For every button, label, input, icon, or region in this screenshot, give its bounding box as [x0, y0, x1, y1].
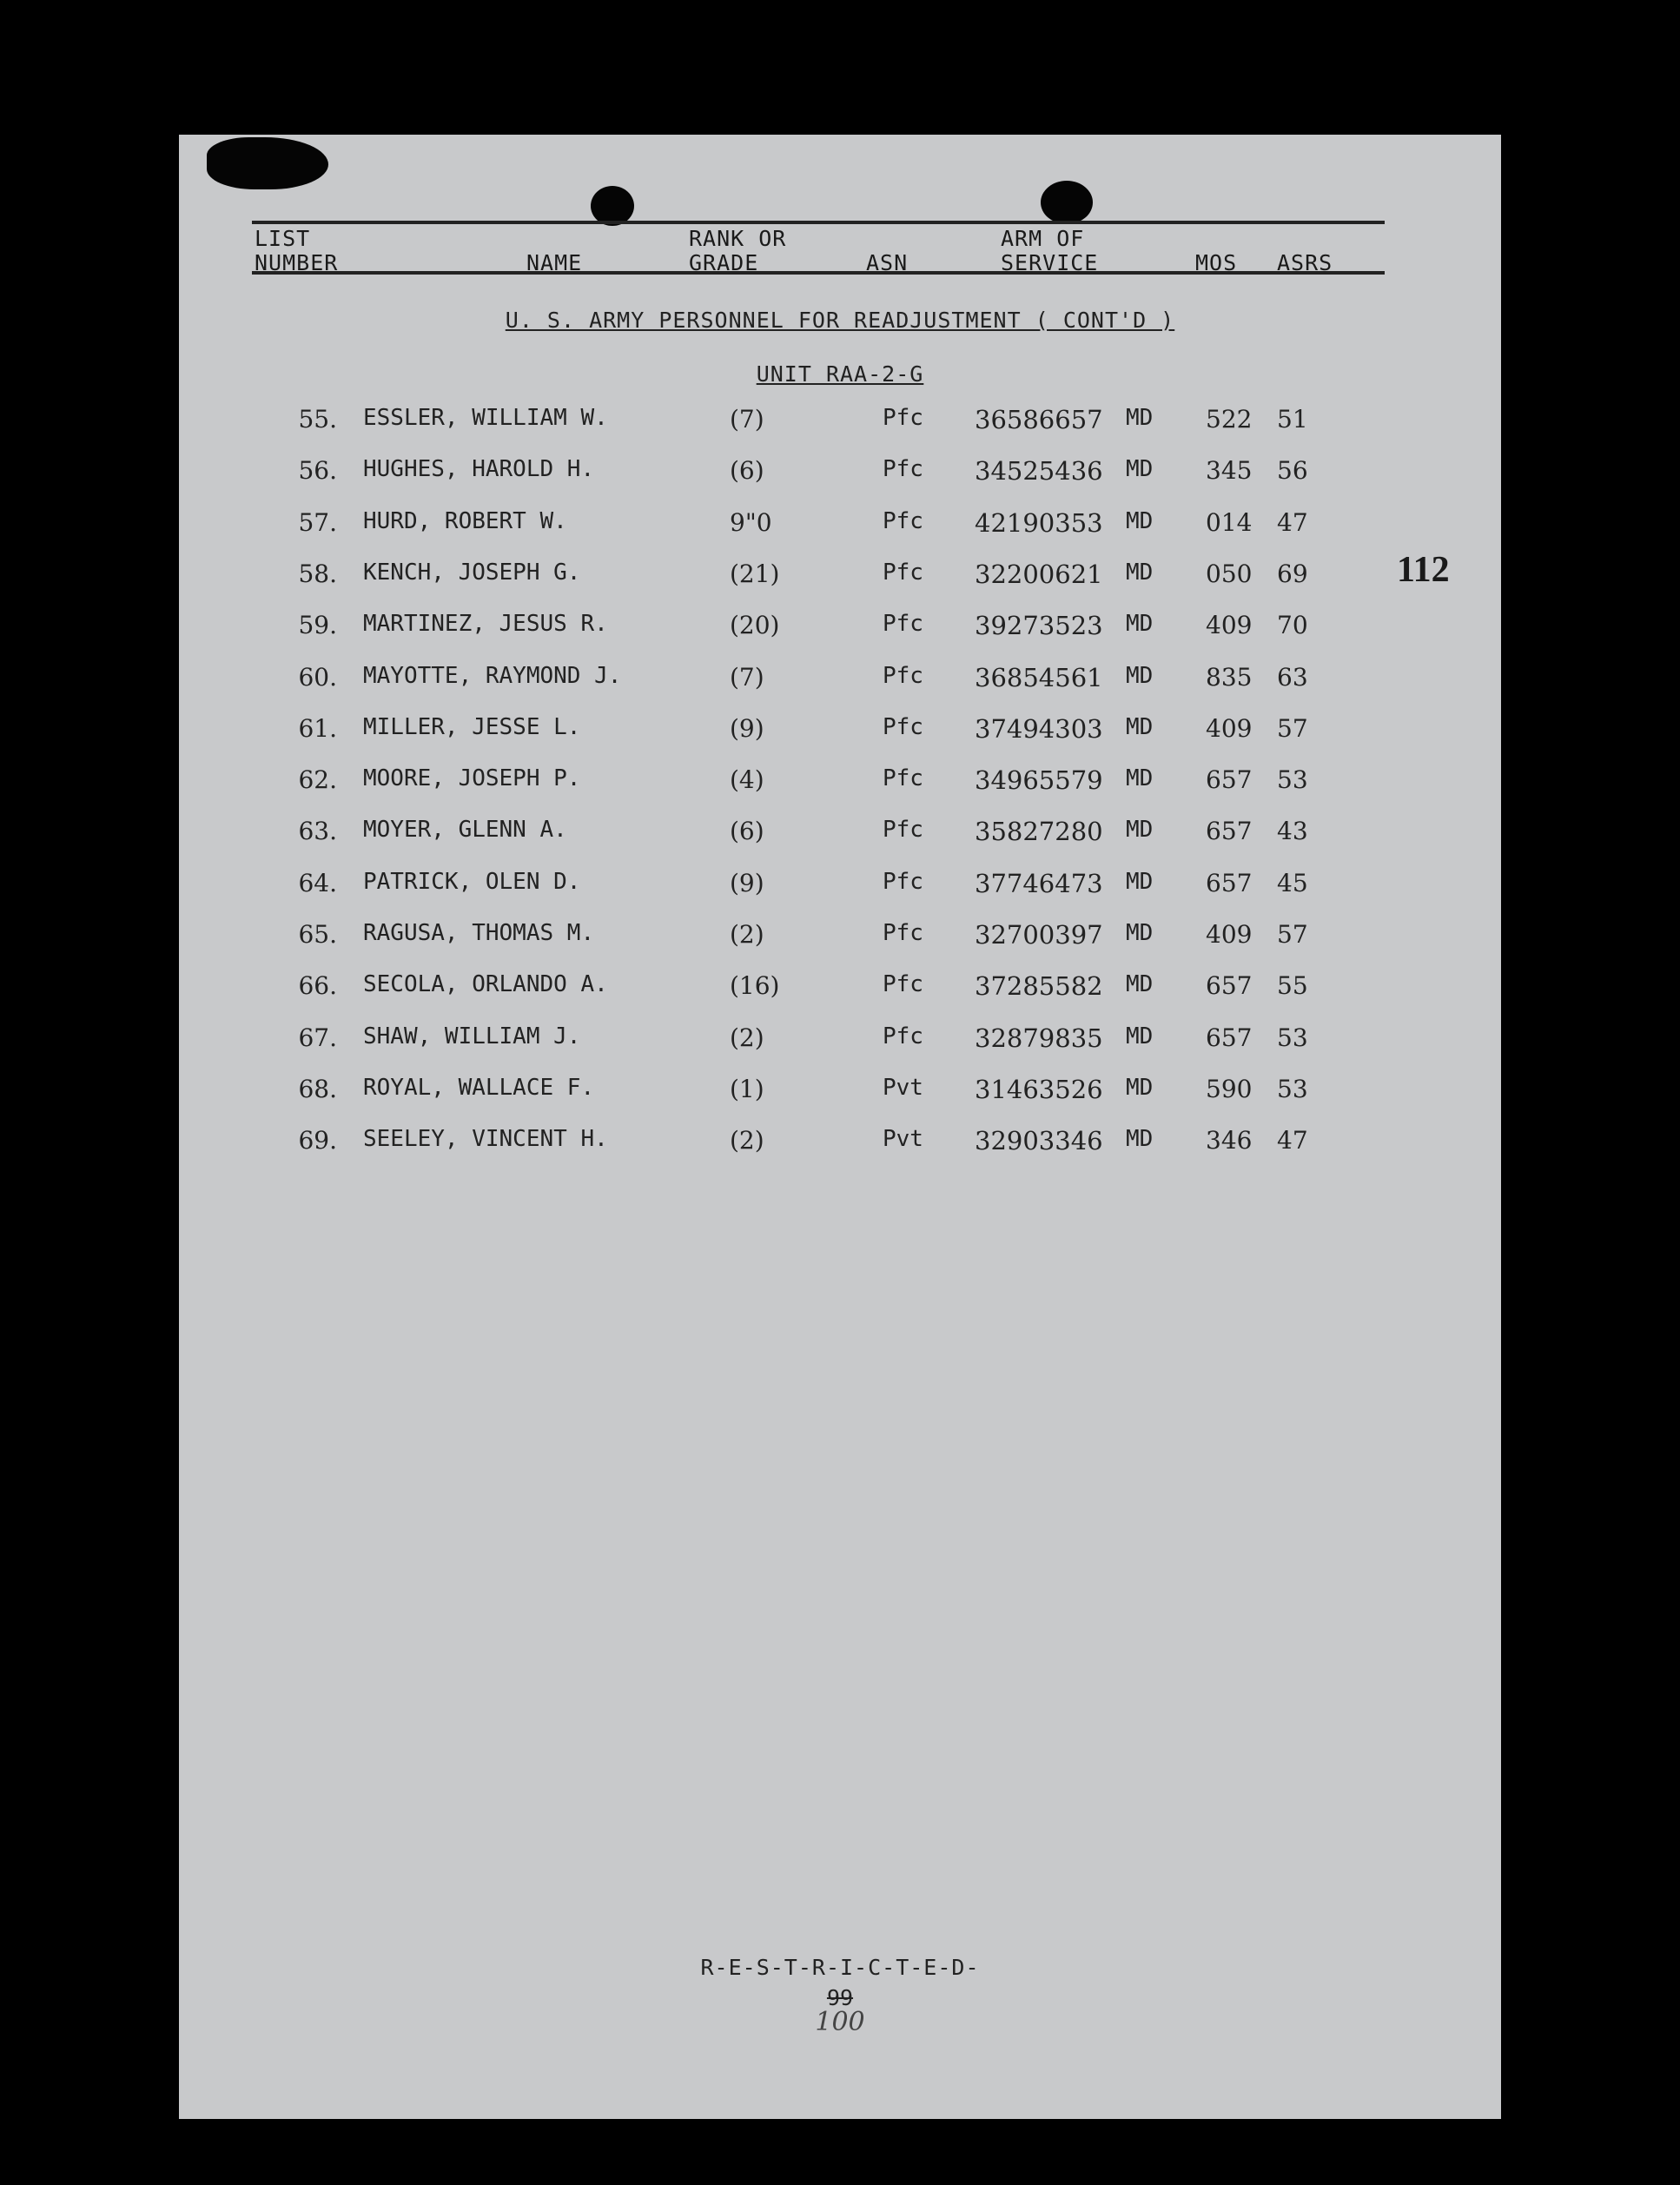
row-rank: Pfc [883, 559, 923, 586]
header-mos-label: MOS [1195, 250, 1238, 275]
row-number: 65. [298, 920, 337, 949]
page-title: U. S. ARMY PERSONNEL FOR READJUSTMENT ( CONT'D ) [505, 308, 1175, 333]
row-asrs: 55 [1277, 971, 1308, 1001]
row-rank: Pfc [883, 1023, 923, 1049]
punch-hole-right [1041, 181, 1093, 224]
row-number: 69. [298, 1126, 337, 1155]
header-top-rule [252, 221, 1385, 224]
row-number: 59. [298, 611, 337, 640]
header-grade-label: GRADE [689, 250, 759, 275]
row-arm-of-service: MD [1126, 765, 1154, 792]
header-list-label: LIST [255, 226, 311, 251]
list-item [0, 765, 1680, 809]
row-arm-of-service: MD [1126, 920, 1154, 946]
row-asn: 37285582 [975, 971, 1103, 1002]
row-arm-of-service: MD [1126, 1074, 1154, 1101]
header-service-label: SERVICE [1001, 250, 1099, 275]
row-rank: Pfc [883, 713, 923, 740]
row-asn: 34965579 [975, 765, 1103, 796]
row-asn: 39273523 [975, 611, 1103, 641]
row-number: 55. [298, 405, 337, 434]
row-name: MARTINEZ, JESUS R. [363, 611, 608, 638]
row-asrs: 53 [1277, 1023, 1308, 1052]
row-mos: 835 [1206, 662, 1253, 692]
row-rank: Pvt [883, 1126, 923, 1153]
row-name: SEELEY, VINCENT H. [363, 1126, 608, 1153]
row-rank: Pfc [883, 405, 923, 431]
row-grade: 9"0 [730, 507, 772, 537]
row-asrs: 47 [1277, 507, 1308, 537]
row-grade: (2) [730, 1023, 764, 1052]
row-rank: Pfc [883, 456, 923, 483]
row-mos: 522 [1206, 405, 1253, 434]
row-grade: (6) [730, 817, 764, 846]
row-number: 66. [298, 971, 337, 1001]
row-number: 62. [298, 765, 337, 795]
row-grade: (6) [730, 456, 764, 486]
row-mos: 409 [1206, 713, 1253, 743]
row-arm-of-service: MD [1126, 405, 1154, 431]
row-rank: Pvt [883, 1074, 923, 1101]
row-name: KENCH, JOSEPH G. [363, 559, 581, 586]
header-name-label: NAME [526, 250, 583, 275]
row-mos: 014 [1206, 507, 1253, 537]
row-grade: (2) [730, 920, 764, 949]
row-rank: Pfc [883, 920, 923, 946]
row-name: MOYER, GLENN A. [363, 817, 567, 844]
row-name: RAGUSA, THOMAS M. [363, 920, 595, 946]
row-arm-of-service: MD [1126, 971, 1154, 998]
row-number: 68. [298, 1074, 337, 1103]
row-rank: Pfc [883, 868, 923, 895]
header-number-label: NUMBER [255, 250, 339, 275]
row-name: ROYAL, WALLACE F. [363, 1074, 595, 1101]
row-asn: 31463526 [975, 1074, 1103, 1104]
row-asrs: 51 [1277, 405, 1308, 434]
list-item [0, 714, 1680, 758]
row-asn: 34525436 [975, 456, 1103, 487]
row-grade: (21) [730, 559, 780, 588]
row-mos: 657 [1206, 868, 1253, 897]
row-asrs: 53 [1277, 765, 1308, 795]
torn-corner-mark [207, 137, 328, 189]
row-name: HURD, ROBERT W. [363, 507, 567, 534]
row-mos: 590 [1206, 1074, 1253, 1103]
row-mos: 409 [1206, 920, 1253, 949]
row-asn: 37746473 [975, 868, 1103, 898]
row-asrs: 63 [1277, 662, 1308, 692]
row-asrs: 57 [1277, 713, 1308, 743]
row-asrs: 43 [1277, 817, 1308, 846]
header-arm-label: ARM OF [1001, 226, 1085, 251]
list-item [0, 663, 1680, 706]
row-arm-of-service: MD [1126, 868, 1154, 895]
header-asn-label: ASN [866, 250, 909, 275]
row-arm-of-service: MD [1126, 456, 1154, 483]
row-rank: Pfc [883, 507, 923, 534]
row-arm-of-service: MD [1126, 507, 1154, 534]
row-number: 60. [298, 662, 337, 692]
row-name: PATRICK, OLEN D. [363, 868, 581, 895]
list-item [0, 611, 1680, 654]
row-arm-of-service: MD [1126, 713, 1154, 740]
row-asrs: 56 [1277, 456, 1308, 486]
row-asn: 42190353 [975, 507, 1103, 538]
row-name: SHAW, WILLIAM J. [363, 1023, 581, 1049]
row-rank: Pfc [883, 971, 923, 998]
row-name: HUGHES, HAROLD H. [363, 456, 595, 483]
row-number: 67. [298, 1023, 337, 1052]
row-name: MOORE, JOSEPH P. [363, 765, 581, 792]
row-mos: 657 [1206, 1023, 1253, 1052]
row-asn: 36854561 [975, 662, 1103, 692]
list-item [0, 1075, 1680, 1118]
row-arm-of-service: MD [1126, 662, 1154, 689]
row-rank: Pfc [883, 662, 923, 689]
row-arm-of-service: MD [1126, 1126, 1154, 1153]
row-mos: 346 [1206, 1126, 1253, 1155]
row-rank: Pfc [883, 765, 923, 792]
row-number: 64. [298, 868, 337, 897]
row-arm-of-service: MD [1126, 611, 1154, 638]
list-item [0, 869, 1680, 912]
unit-subtitle: UNIT RAA-2-G [756, 361, 924, 387]
row-asrs: 47 [1277, 1126, 1308, 1155]
row-asrs: 45 [1277, 868, 1308, 897]
row-number: 61. [298, 713, 337, 743]
row-arm-of-service: MD [1126, 1023, 1154, 1049]
row-name: ESSLER, WILLIAM W. [363, 405, 608, 431]
list-item [0, 456, 1680, 500]
handwritten-page-number: 100 [815, 2007, 865, 2037]
list-item [0, 1126, 1680, 1169]
row-asn: 32700397 [975, 920, 1103, 950]
row-mos: 657 [1206, 817, 1253, 846]
row-asn: 35827280 [975, 817, 1103, 847]
row-number: 56. [298, 456, 337, 486]
row-arm-of-service: MD [1126, 817, 1154, 844]
row-rank: Pfc [883, 611, 923, 638]
row-grade: (1) [730, 1074, 764, 1103]
row-mos: 345 [1206, 456, 1253, 486]
row-grade: (2) [730, 1126, 764, 1155]
row-asrs: 53 [1277, 1074, 1308, 1103]
row-asn: 32903346 [975, 1126, 1103, 1156]
row-asn: 36586657 [975, 405, 1103, 434]
stamped-page-number: 112 [1397, 550, 1450, 590]
row-asrs: 69 [1277, 559, 1308, 588]
row-name: SECOLA, ORLANDO A. [363, 971, 608, 998]
row-name: MAYOTTE, RAYMOND J. [363, 662, 622, 689]
list-item [0, 1023, 1680, 1067]
row-number: 58. [298, 559, 337, 588]
row-asrs: 70 [1277, 611, 1308, 640]
row-asrs: 57 [1277, 920, 1308, 949]
row-grade: (4) [730, 765, 764, 795]
row-number: 57. [298, 507, 337, 537]
row-asn: 32879835 [975, 1023, 1103, 1053]
row-asn: 32200621 [975, 559, 1103, 589]
list-item [0, 971, 1680, 1015]
row-number: 63. [298, 817, 337, 846]
list-item [0, 817, 1680, 860]
row-grade: (7) [730, 662, 764, 692]
restricted-marking: R-E-S-T-R-I-C-T-E-D- [700, 1955, 980, 1980]
typed-page-number: 99 [826, 1985, 854, 2010]
row-mos: 409 [1206, 611, 1253, 640]
header-asrs-label: ASRS [1277, 250, 1333, 275]
row-mos: 050 [1206, 559, 1253, 588]
row-grade: (9) [730, 868, 764, 897]
row-mos: 657 [1206, 971, 1253, 1001]
row-grade: (7) [730, 405, 764, 434]
row-grade: (20) [730, 611, 780, 640]
header-rank-label: RANK OR [689, 226, 787, 251]
row-asn: 37494303 [975, 713, 1103, 744]
list-item [0, 508, 1680, 552]
row-name: MILLER, JESSE L. [363, 713, 581, 740]
row-grade: (9) [730, 713, 764, 743]
list-item [0, 405, 1680, 448]
list-item [0, 920, 1680, 963]
row-mos: 657 [1206, 765, 1253, 795]
row-rank: Pfc [883, 817, 923, 844]
row-grade: (16) [730, 971, 780, 1001]
row-arm-of-service: MD [1126, 559, 1154, 586]
